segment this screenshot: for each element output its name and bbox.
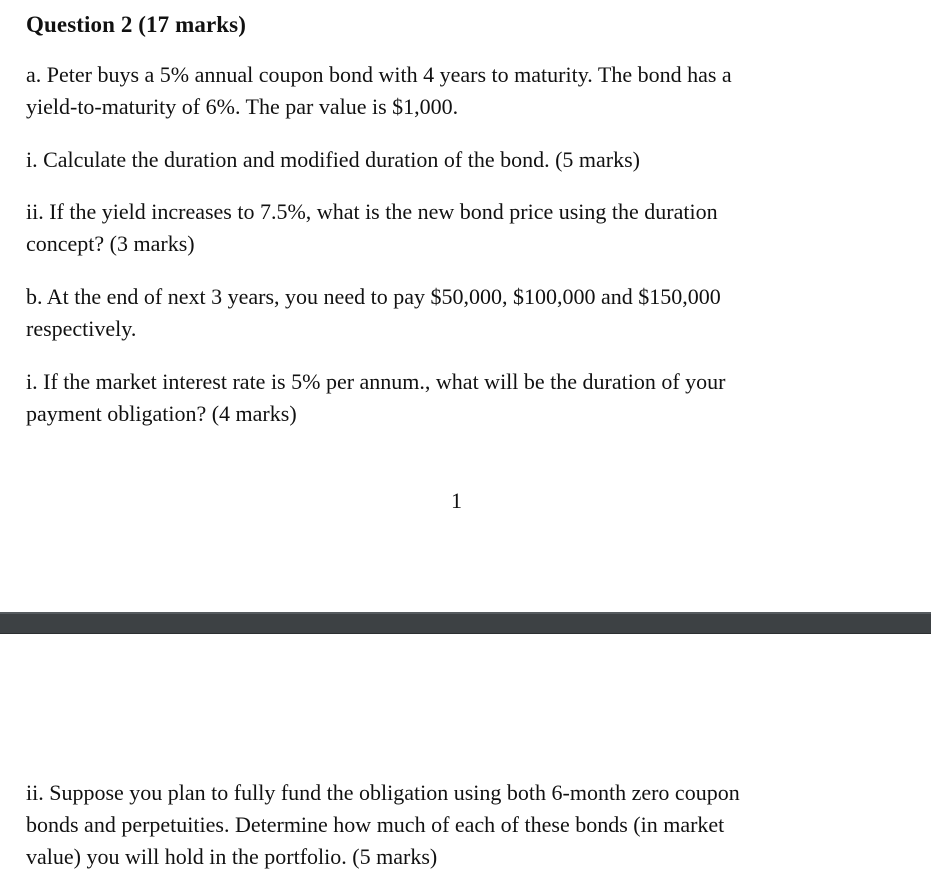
text-line: a. Peter buys a 5% annual coupon bond with 4 years to maturity. The bond has a <box>26 62 732 87</box>
page-number: 1 <box>451 488 462 513</box>
page-divider <box>0 612 931 634</box>
text-line: i. Calculate the duration and modified duration of the bond. (5 marks) <box>26 147 641 172</box>
text-line: respectively. <box>26 316 137 341</box>
text-line: payment obligation? (4 marks) <box>26 401 297 426</box>
part-a-question-ii <box>26 196 906 260</box>
text-line: bonds and perpetuities. Determine how much of each of these bonds (in market <box>26 812 725 837</box>
part-b-question-i <box>26 366 906 430</box>
text-line: value) you will hold in the portfolio. (5 marks) <box>26 844 438 869</box>
text-line: concept? (3 marks) <box>26 231 195 256</box>
document-page-2 <box>0 634 931 888</box>
part-b-question-ii <box>26 777 906 873</box>
part-a-question-i <box>26 144 906 176</box>
text-line: b. At the end of next 3 years, you need to pay $50,000, $100,000 and $150,000 <box>26 284 721 309</box>
text-line: i. If the market interest rate is 5% per annum., what will be the duration of your <box>26 369 726 394</box>
question-heading: Question 2 (17 marks) <box>26 12 246 37</box>
text-line: ii. If the yield increases to 7.5%, what is the new bond price using the duration <box>26 199 718 224</box>
text-line: yield-to-maturity of 6%. The par value is $1,000. <box>26 94 459 119</box>
part-b-intro <box>26 281 906 345</box>
text-line: ii. Suppose you plan to fully fund the obligation using both 6-month zero coupon <box>26 780 740 805</box>
part-a-intro <box>26 59 906 123</box>
